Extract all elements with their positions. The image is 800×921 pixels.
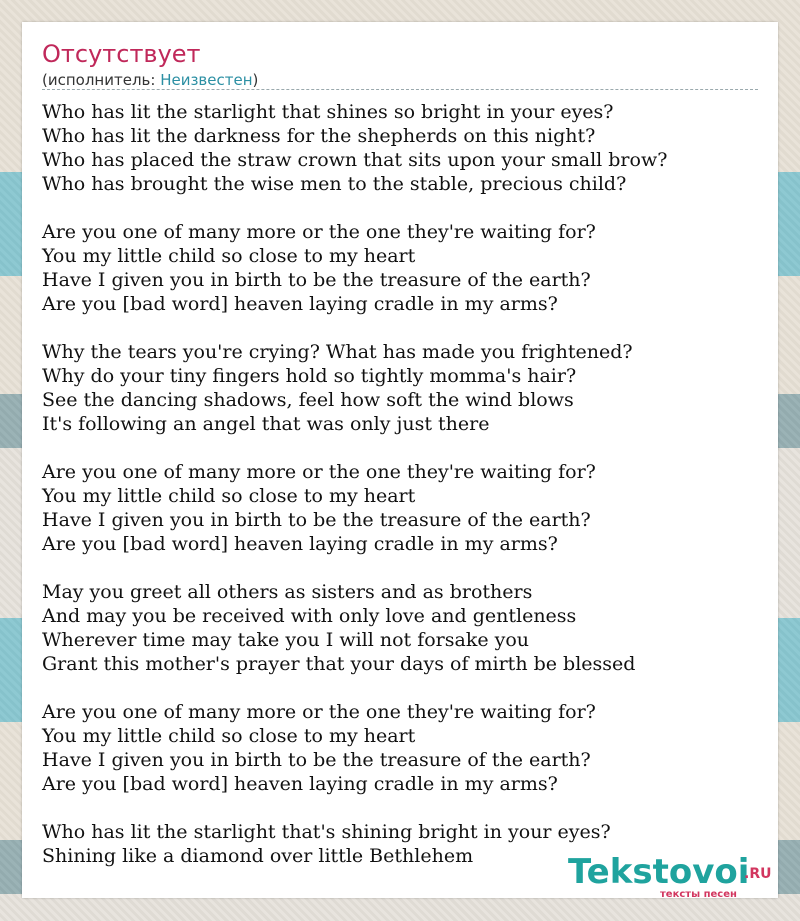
lyrics-line: Are you one of many more or the one they're waiting for? [42,221,596,243]
lyrics-line: Are you [bad word] heaven laying cradle in my arms? [42,293,558,315]
lyrics-line: Are you [bad word] heaven laying cradle in my arms? [42,533,558,555]
lyrics-line: See the dancing shadows, feel how soft the wind blows [42,389,574,411]
logo-wordmark: Tekstovoi [568,852,750,892]
logo-domain: .RU [744,866,772,882]
lyrics-line: Are you [bad word] heaven laying cradle in my arms? [42,773,558,795]
lyrics-line: Who has lit the starlight that shines so bright in your eyes? [42,101,614,123]
lyrics-line: Shining like a diamond over little Bethlehem [42,845,474,867]
artist-line [42,71,258,89]
lyrics-stanza [42,460,667,556]
lyrics-text [42,100,667,892]
lyrics-line: Why the tears you're crying? What has made you frightened? [42,341,633,363]
lyrics-stanza [42,220,667,316]
artist-prefix: (исполнитель: [42,71,161,89]
lyrics-line: You my little child so close to my heart [42,725,416,747]
artist-suffix: ) [252,71,259,89]
site-logo[interactable] [568,852,778,900]
lyrics-line: It's following an angel that was only just there [42,413,490,435]
lyrics-line: Who has placed the straw crown that sits upon your small brow? [42,149,668,171]
song-title: Отсутствует [42,40,201,68]
lyrics-line: May you greet all others as sisters and as brothers [42,581,533,603]
lyrics-stanza [42,100,667,196]
lyrics-stanza [42,580,667,676]
lyrics-line: Have I given you in birth to be the treasure of the earth? [42,749,591,771]
lyrics-card [22,22,778,898]
lyrics-line: Are you one of many more or the one they're waiting for? [42,701,596,723]
logo-tagline: тексты песен [660,889,737,900]
lyrics-line: Wherever time may take you I will not forsake you [42,629,530,651]
lyrics-stanza [42,700,667,796]
lyrics-line: Who has brought the wise men to the stable, precious child? [42,173,627,195]
title-divider [42,89,758,90]
lyrics-stanza [42,340,667,436]
artist-link[interactable]: Неизвестен [160,71,253,89]
lyrics-line: You my little child so close to my heart [42,485,416,507]
lyrics-line: And may you be received with only love and gentleness [42,605,577,627]
lyrics-line: Grant this mother's prayer that your days of mirth be blessed [42,653,636,675]
lyrics-line: You my little child so close to my heart [42,245,416,267]
lyrics-line: Who has lit the starlight that's shining bright in your eyes? [42,821,611,843]
lyrics-line: Have I given you in birth to be the treasure of the earth? [42,269,591,291]
lyrics-line: Are you one of many more or the one they're waiting for? [42,461,596,483]
lyrics-line: Who has lit the darkness for the shepherds on this night? [42,125,596,147]
lyrics-line: Why do your tiny fingers hold so tightly momma's hair? [42,365,577,387]
lyrics-line: Have I given you in birth to be the treasure of the earth? [42,509,591,531]
